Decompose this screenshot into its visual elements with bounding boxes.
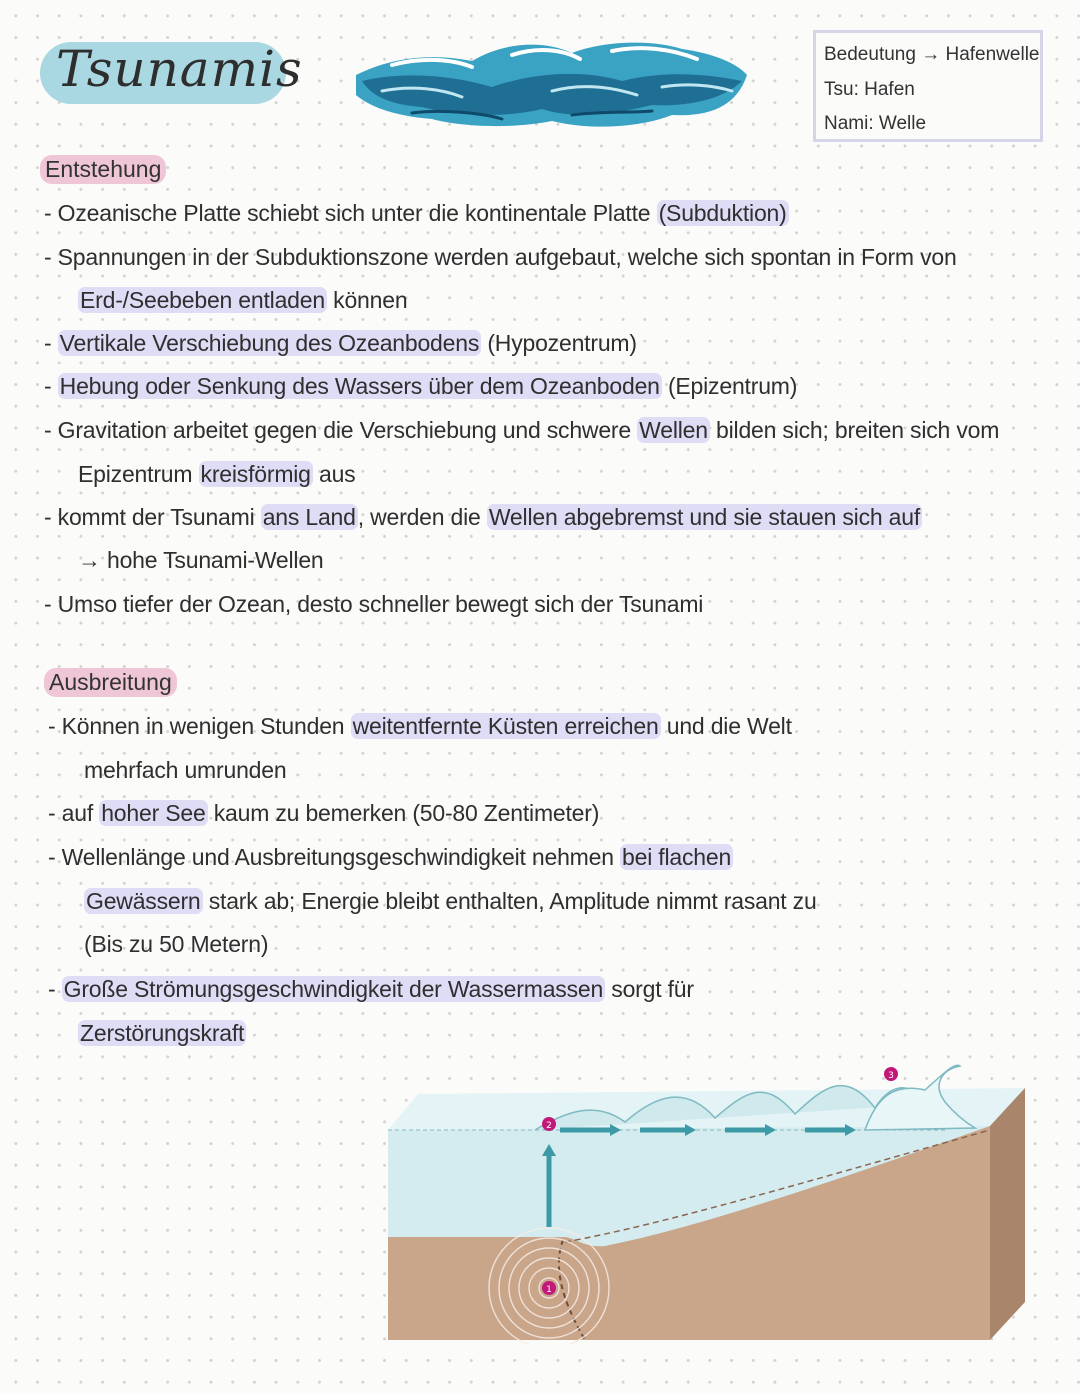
text: (Epizentrum) <box>661 373 798 399</box>
text: kaum zu bemerken (50-80 Zentimeter) <box>207 800 600 826</box>
text: - auf <box>48 800 100 826</box>
highlight: hoher See <box>101 800 206 826</box>
marker-2-label: 2 <box>546 1121 552 1131</box>
highlight: Große Strömungsgeschwindigkeit der Wassermassen <box>63 976 604 1002</box>
text: - <box>44 373 58 399</box>
wave-illustration <box>352 35 750 135</box>
highlight: Zerstörungskraft <box>80 1020 245 1046</box>
text: - kommt der Tsunami <box>44 504 261 530</box>
entstehung-line-10: - Umso tiefer der Ozean, desto schneller bewegt sich der Tsunami <box>44 591 704 617</box>
highlight: Gewässern <box>86 888 201 914</box>
page-title: Tsunamis <box>56 40 303 98</box>
highlight: Vertikale Verschiebung des Ozeanbodens <box>59 330 480 356</box>
entstehung-line-6 <box>44 415 999 445</box>
marker-1-label: 1 <box>546 1285 552 1295</box>
text: sorgt für <box>605 976 694 1002</box>
ausbreitung-line-3 <box>48 798 599 828</box>
ausbreitung-line-7 <box>48 974 694 1004</box>
ausbreitung-line-6: (Bis zu 50 Metern) <box>84 931 269 957</box>
heading-ausbreitung: Ausbreitung <box>44 668 177 697</box>
text: - Gravitation arbeitet gegen die Verschiebung und schwere <box>44 417 638 443</box>
ausbreitung-line-4 <box>48 842 733 872</box>
text: können <box>326 287 408 313</box>
text: aus <box>312 461 356 487</box>
text: - <box>48 976 62 1002</box>
entstehung-line-3 <box>78 285 407 315</box>
text: - <box>44 330 58 356</box>
text: - Können in wenigen Stunden <box>48 713 351 739</box>
highlight: (Subduktion) <box>658 200 787 226</box>
highlight: Hebung oder Senkung des Wassers über dem Ozeanboden <box>59 373 660 399</box>
entstehung-line-8 <box>44 502 922 532</box>
meaning-box <box>813 30 1043 142</box>
text: stark ab; Energie bleibt enthalten, Amplitude nimmt rasant zu <box>202 888 817 914</box>
tsunami-diagram <box>385 1052 1035 1344</box>
meaning-line-3: Nami: Welle <box>824 113 927 134</box>
text: bilden sich; breiten sich vom <box>709 417 1000 443</box>
entstehung-line-9: → hohe Tsunami-Wellen <box>78 547 324 573</box>
text: und die Welt <box>660 713 792 739</box>
ausbreitung-line-8 <box>78 1018 246 1048</box>
text: , werden die <box>357 504 487 530</box>
highlight: Wellen abgebremst und sie stauen sich auf <box>488 504 921 530</box>
text: Epizentrum <box>78 461 199 487</box>
heading-entstehung: Entstehung <box>40 155 166 184</box>
highlight: Wellen <box>639 417 708 443</box>
highlight: ans Land <box>262 504 356 530</box>
marker-3-label: 3 <box>888 1071 894 1081</box>
meaning-line-2: Tsu: Hafen <box>824 79 915 100</box>
entstehung-line-5 <box>44 371 797 401</box>
text: - Wellenlänge und Ausbreitungsgeschwindigkeit nehmen <box>48 844 621 870</box>
entstehung-line-4 <box>44 328 637 358</box>
text: - Ozeanische Platte schiebt sich unter die kontinentale Platte <box>44 200 657 226</box>
text: (Hypozentrum) <box>481 330 637 356</box>
ausbreitung-line-2: mehrfach umrunden <box>84 757 287 783</box>
ausbreitung-line-5 <box>84 886 817 916</box>
highlight: bei flachen <box>622 844 732 870</box>
ausbreitung-line-1 <box>48 711 792 741</box>
highlight: kreisförmig <box>200 461 311 487</box>
entstehung-line-7 <box>78 459 355 489</box>
meaning-line-1: Bedeutung → Hafenwelle <box>824 44 1040 65</box>
entstehung-line-2: - Spannungen in der Subduktionszone werden aufgebaut, welche sich spontan in Form von <box>44 244 957 270</box>
highlight: weitentfernte Küsten erreichen <box>352 713 659 739</box>
entstehung-line-1 <box>44 198 789 228</box>
highlight: Erd-/Seebeben entladen <box>80 287 325 313</box>
